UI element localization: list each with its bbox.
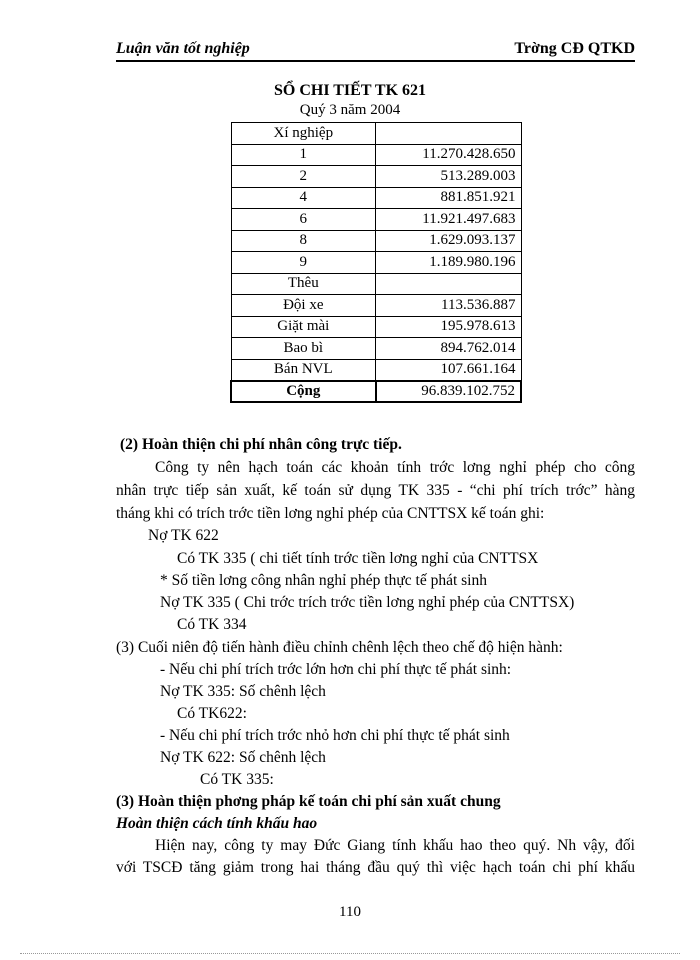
table-row xyxy=(231,338,521,360)
table-row xyxy=(231,252,521,274)
row-label: 6 xyxy=(231,209,376,231)
row-value xyxy=(376,273,521,295)
paragraph-line: Công ty nên hạch toán các khoản tính trớc lơng nghỉ phép cho công xyxy=(155,459,635,476)
section-heading-3a: (3) Cuối niên độ tiến hành điều chỉnh chênh lệch theo chế độ hiện hành: xyxy=(116,639,563,656)
table-row xyxy=(231,230,521,252)
row-value: 195.978.613 xyxy=(376,316,521,338)
footer-rule xyxy=(20,953,680,954)
entry-line: Có TK 335: xyxy=(200,771,274,788)
entry-line: - Nếu chi phí trích trớc nhỏ hơn chi phí thực tế phát sinh xyxy=(160,727,510,744)
table-row xyxy=(231,187,521,209)
entry-line: Nợ TK 335: Số chênh lệch xyxy=(160,683,326,700)
paragraph-line: tháng khi có trích trớc tiền lơng nghỉ phép của CNTTSX kế toán ghi: xyxy=(116,505,545,522)
row-label: Giặt mài xyxy=(231,316,376,338)
paragraph-line: với TSCĐ tăng giảm trong hai tháng đầu quý thì việc hạch toán chi phí khấu xyxy=(116,859,635,876)
row-value: 513.289.003 xyxy=(376,166,521,188)
entry-line: Nợ TK 622: Số chênh lệch xyxy=(160,749,326,766)
entry-line: - Nếu chi phí trích trớc lớn hơn chi phí thực tế phát sinh: xyxy=(160,661,512,678)
row-label: Xí nghiệp xyxy=(231,123,376,145)
entry-line: Có TK622: xyxy=(177,705,247,722)
table-row xyxy=(231,209,521,231)
row-value: 113.536.887 xyxy=(376,295,521,317)
row-value: 107.661.164 xyxy=(376,359,521,381)
paragraph-line: nhân trực tiếp sản xuất, kế toán sử dụng TK 335 - “chi phí trích trớc” hàng xyxy=(116,482,635,499)
header-right: Trờng CĐ QTKD xyxy=(514,40,635,57)
row-value: 894.762.014 xyxy=(376,338,521,360)
row-label: 1 xyxy=(231,144,376,166)
ledger-table xyxy=(230,122,522,403)
row-value: 11.921.497.683 xyxy=(376,209,521,231)
row-label: 8 xyxy=(231,230,376,252)
table-row xyxy=(231,166,521,188)
row-label: Bao bì xyxy=(231,338,376,360)
table-row xyxy=(231,123,521,145)
page-header xyxy=(116,40,635,62)
ledger-subtitle: Quý 3 năm 2004 xyxy=(299,102,401,118)
paragraph-line: Hiện nay, công ty may Đức Giang tính khấu hao theo quý. Nh vậy, đối xyxy=(155,837,635,854)
entry-line: Có TK 335 ( chi tiết tính trớc tiền lơng nghỉ của CNTTSX xyxy=(177,550,539,567)
entry-line: Nợ TK 622 xyxy=(148,527,219,544)
row-value: 1.629.093.137 xyxy=(376,230,521,252)
row-label: 4 xyxy=(231,187,376,209)
entry-line: Có TK 334 xyxy=(177,616,247,633)
row-value: 1.189.980.196 xyxy=(376,252,521,274)
total-value: 96.839.102.752 xyxy=(376,381,521,403)
row-label: 2 xyxy=(231,166,376,188)
entry-line: Nợ TK 335 ( Chi trớc trích trớc tiền lơng nghỉ phép của CNTTSX) xyxy=(160,594,575,611)
section-heading-3b: (3) Hoàn thiện phơng pháp kế toán chi phí sản xuất chung xyxy=(116,793,501,810)
row-value xyxy=(376,123,521,145)
ledger-title: SỔ CHI TIẾT TK 621 xyxy=(273,82,427,99)
header-left: Luận văn tốt nghiệp xyxy=(116,40,250,57)
table-row xyxy=(231,273,521,295)
section-heading-2: (2) Hoàn thiện chi phí nhân công trực tiếp. xyxy=(120,436,402,453)
page-number: 110 xyxy=(339,904,361,920)
total-label: Cộng xyxy=(231,381,376,403)
entry-line: * Số tiền lơng công nhân nghỉ phép thực tế phát sinh xyxy=(160,572,487,589)
header-rule xyxy=(116,60,635,62)
row-label: 9 xyxy=(231,252,376,274)
table-row xyxy=(231,316,521,338)
row-value: 11.270.428.650 xyxy=(376,144,521,166)
row-label: Bán NVL xyxy=(231,359,376,381)
row-value: 881.851.921 xyxy=(376,187,521,209)
table-row xyxy=(231,359,521,381)
row-label: Thêu xyxy=(231,273,376,295)
subheading: Hoàn thiện cách tính khấu hao xyxy=(116,815,318,832)
table-row xyxy=(231,144,521,166)
total-row xyxy=(231,381,521,403)
row-label: Đội xe xyxy=(231,295,376,317)
table-row xyxy=(231,295,521,317)
